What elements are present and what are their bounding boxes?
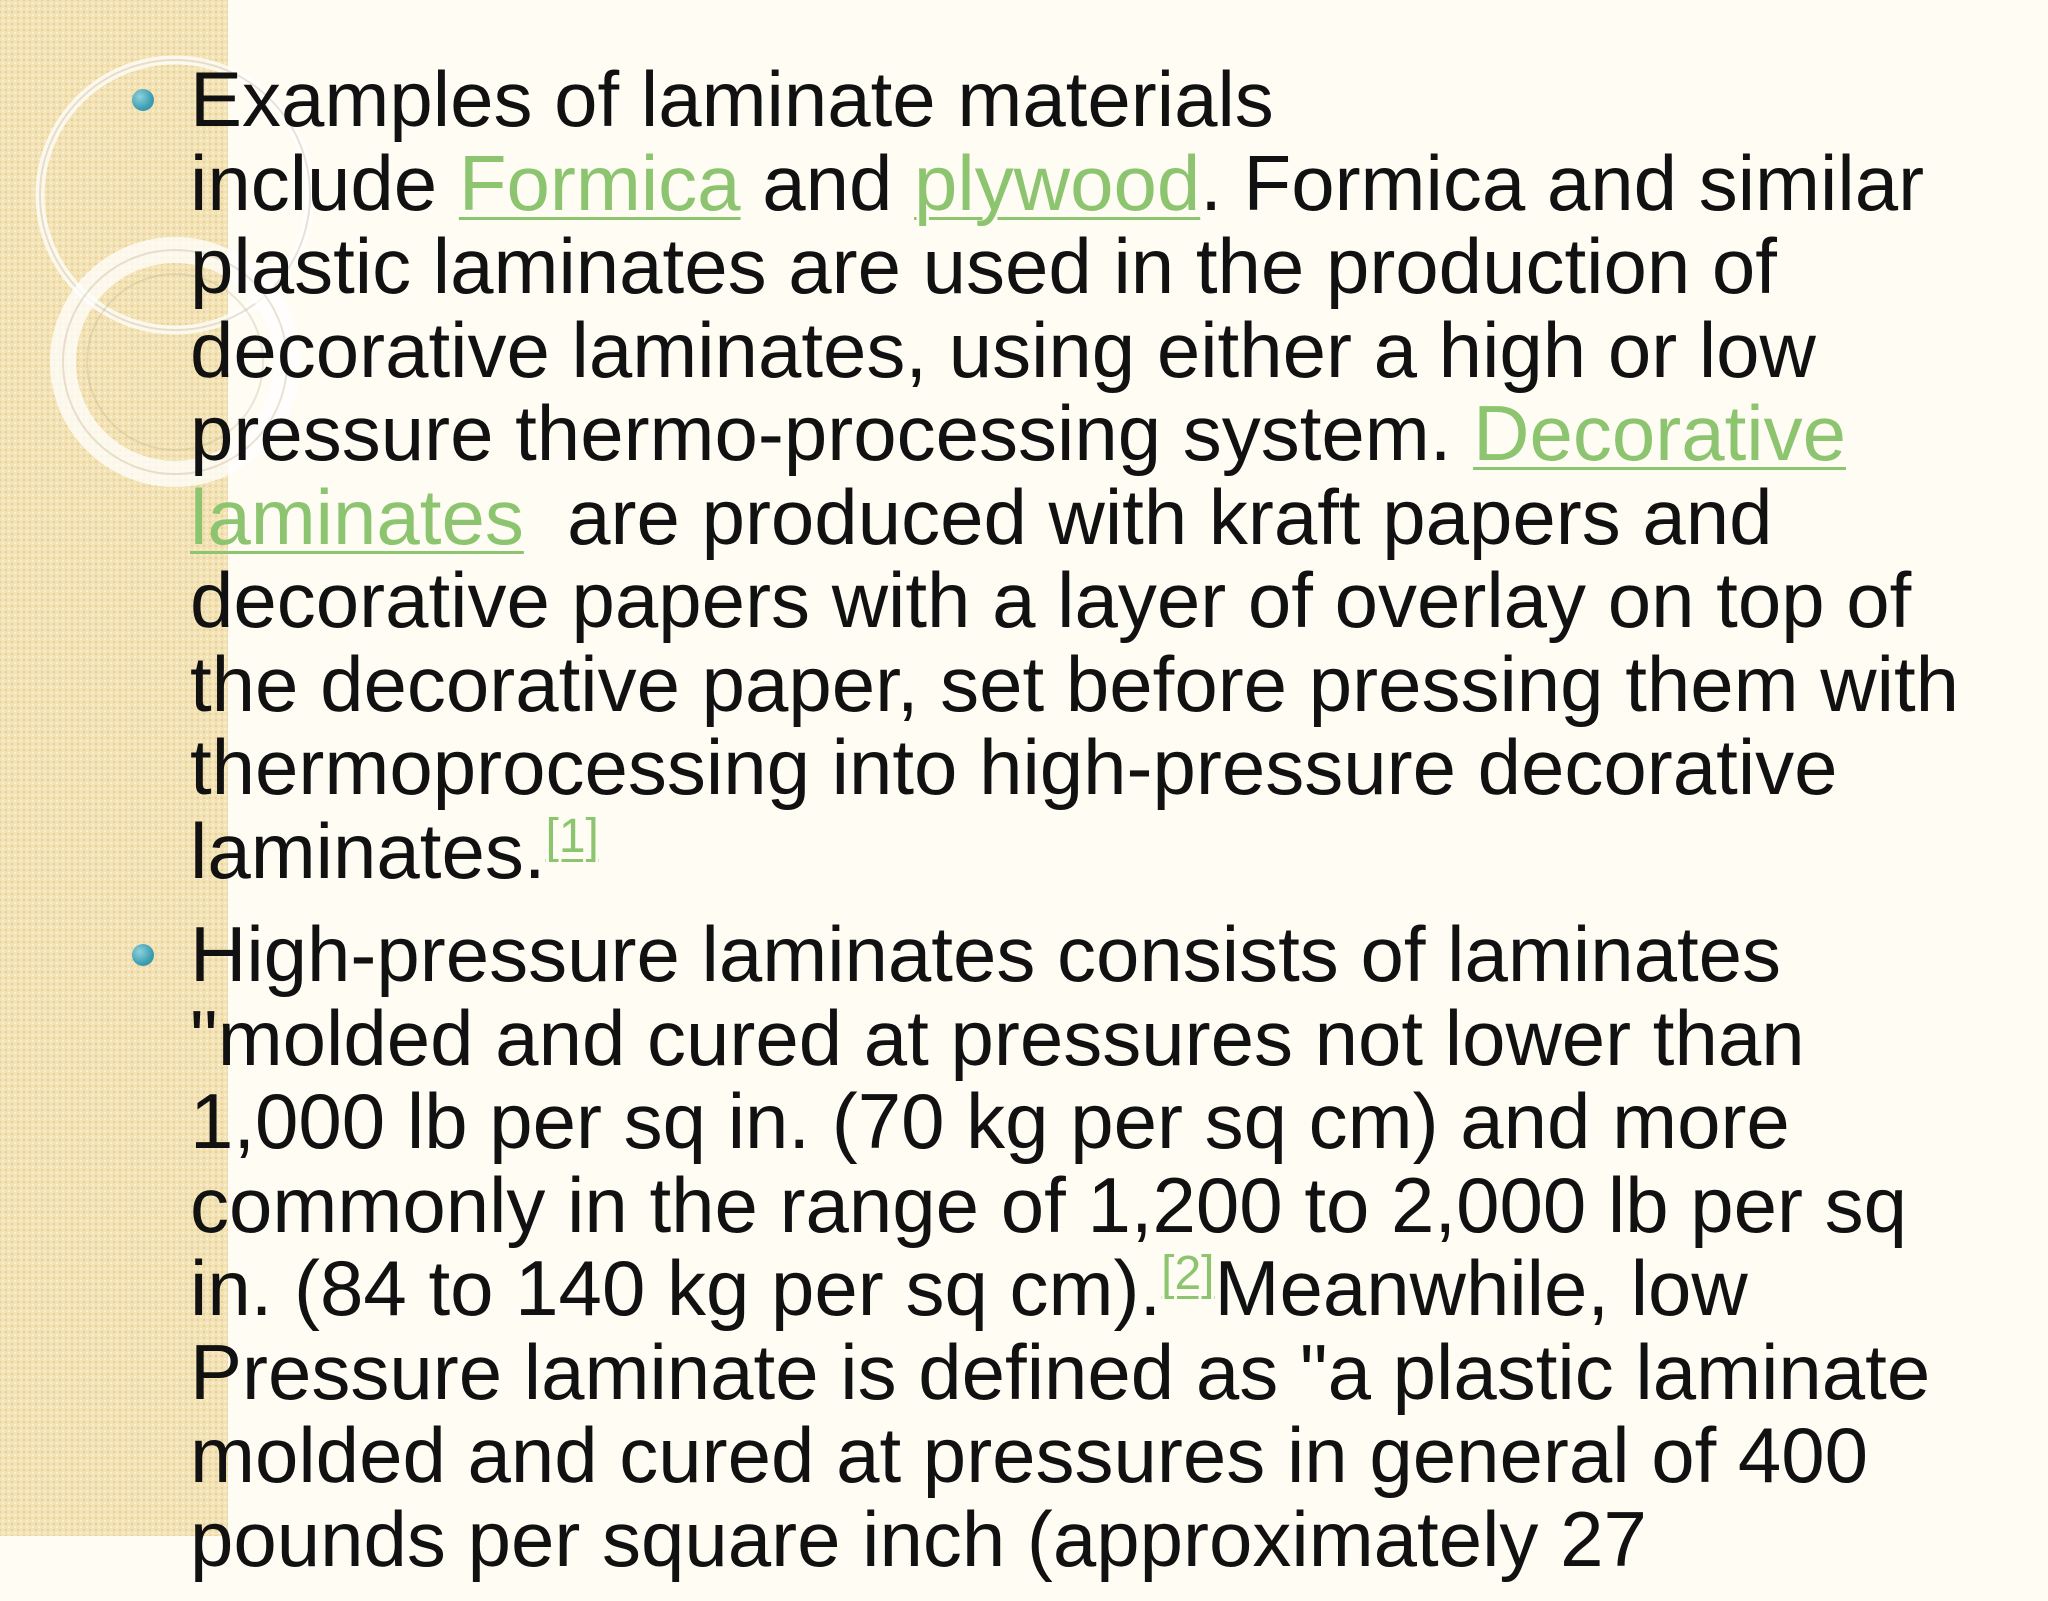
decorative-laminates-link[interactable]: Decorative [1473,389,1846,477]
text-segment: and [740,138,915,227]
text-segment: laminates. [190,806,546,895]
text-line [190,389,1980,477]
decorative-laminates-link[interactable]: laminates [190,472,524,561]
text-line: High-pressure laminates consists of laminates [190,910,1782,998]
bullet-dot-icon [132,89,154,111]
text-segment: are produced with kraft papers and [523,472,1773,561]
bullet-item [190,55,1980,895]
text-line: plastic laminates are used in the production of [190,222,1777,310]
reference-link-2[interactable]: [2] [1161,1247,1215,1300]
text-line [190,472,1980,561]
text-segment: in. (84 to 140 kg per sq cm). [190,1244,1162,1332]
plywood-link[interactable]: plywood [914,138,1201,227]
text-segment: Meanwhile, low [1214,1244,1748,1332]
text-line: the decorative paper, set before pressing them with [190,639,1960,728]
text-line: 1,000 lb per sq in. (70 kg per sq cm) and more [190,1077,1790,1165]
text-segment: pressure thermo-processing system. [190,389,1474,477]
text-line: decorative papers with a layer of overlay on top of [190,556,1912,644]
text-line [190,1244,1980,1332]
text-line: Pressure laminate is defined as "a plastic laminate [190,1327,1931,1416]
text-line: decorative laminates, using either a high or low [190,305,1816,394]
text-segment: include [190,138,459,227]
bullet-item [190,910,1980,1583]
text-line: commonly in the range of 1,200 to 2,000 lb per sq [190,1160,1908,1249]
text-line: "molded and cured at pressures not lower than [190,993,1805,1082]
text-line [190,806,1980,895]
bullet-dot-icon [132,944,154,966]
text-segment: . Formica and similar [1200,138,1925,227]
formica-link[interactable]: Formica [458,138,741,227]
text-line: pounds per square inch (approximately 27 [190,1494,1647,1583]
text-line: thermoprocessing into high-pressure decorative [190,723,1838,811]
text-line [190,138,1980,227]
reference-link-1[interactable]: [1] [545,809,599,863]
slide-body [190,55,1980,1601]
text-line: Examples of laminate materials [190,55,1274,143]
text-line: molded and cured at pressures in general of 400 [190,1411,1869,1499]
